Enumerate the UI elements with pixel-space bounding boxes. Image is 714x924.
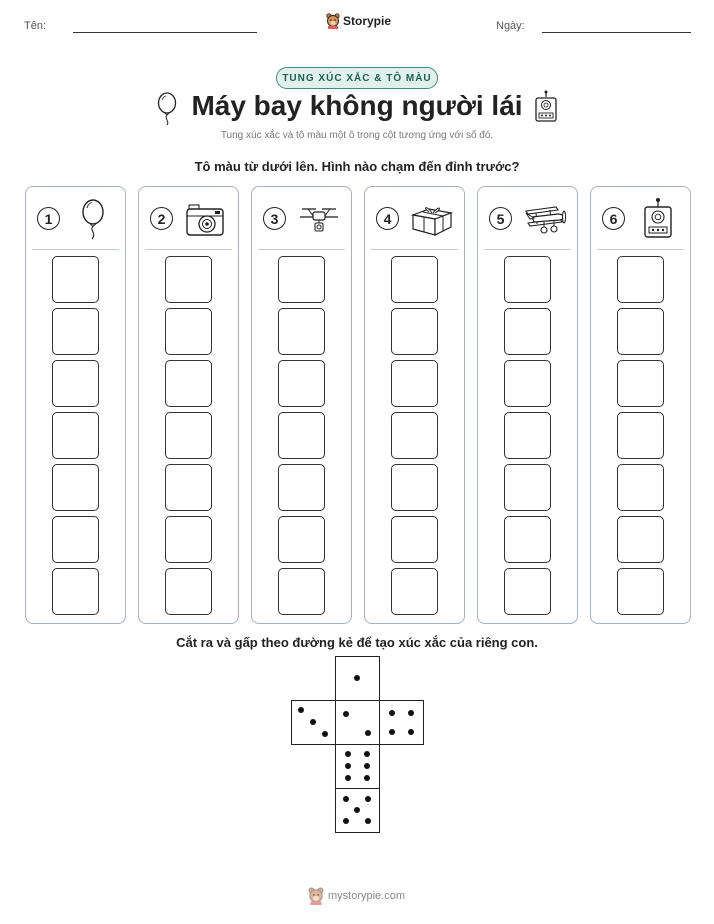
storypie-logo <box>326 13 391 29</box>
dice-pip <box>389 710 395 716</box>
dice-face-3 <box>291 700 336 745</box>
dice-pip <box>408 710 414 716</box>
color-box[interactable] <box>52 308 99 355</box>
dice-pip <box>345 751 351 757</box>
color-box[interactable] <box>278 256 325 303</box>
color-box[interactable] <box>617 412 664 459</box>
dice-face-5 <box>335 788 380 833</box>
page-title: Máy bay không người lái <box>191 90 523 121</box>
dice-face-2 <box>335 700 380 745</box>
color-box[interactable] <box>504 412 551 459</box>
color-box[interactable] <box>165 256 212 303</box>
cut-instruction: Cắt ra và gấp theo đường kẻ để tạo xúc xắc của riêng con. <box>176 635 538 650</box>
color-box[interactable] <box>504 360 551 407</box>
column-1 <box>25 186 126 624</box>
color-box[interactable] <box>391 568 438 615</box>
gift-icon <box>409 197 455 241</box>
column-divider <box>145 249 232 250</box>
color-box[interactable] <box>391 308 438 355</box>
dice-columns <box>25 186 691 624</box>
color-box[interactable] <box>165 464 212 511</box>
column-header <box>139 187 238 249</box>
color-box[interactable] <box>52 568 99 615</box>
color-box[interactable] <box>504 568 551 615</box>
logo-text: Storypie <box>343 14 392 28</box>
title-row <box>0 90 714 126</box>
dice-pip <box>389 729 395 735</box>
dice-pip <box>345 763 351 769</box>
column-divider <box>484 249 571 250</box>
color-box[interactable] <box>391 464 438 511</box>
column-header <box>591 187 690 249</box>
dice-pip <box>354 807 360 813</box>
color-box[interactable] <box>391 412 438 459</box>
column-number: 4 <box>376 207 399 230</box>
activity-badge: TUNG XÚC XẮC & TÔ MÀU <box>276 67 438 89</box>
dice-pip <box>343 796 349 802</box>
color-box[interactable] <box>165 412 212 459</box>
color-box[interactable] <box>52 516 99 563</box>
drone-icon <box>296 197 342 241</box>
color-box[interactable] <box>165 568 212 615</box>
dice-pip <box>364 775 370 781</box>
column-divider <box>597 249 684 250</box>
dice-pip <box>343 711 349 717</box>
column-divider <box>32 249 119 250</box>
color-box[interactable] <box>165 516 212 563</box>
dice-face-4 <box>379 700 424 745</box>
color-box[interactable] <box>52 360 99 407</box>
robot-icon <box>635 197 681 241</box>
color-box[interactable] <box>278 308 325 355</box>
dice-pip <box>408 729 414 735</box>
dice-pip <box>345 775 351 781</box>
column-3 <box>251 186 352 624</box>
color-box[interactable] <box>278 360 325 407</box>
dice-pip <box>354 675 360 681</box>
dice-pip <box>364 751 370 757</box>
column-2 <box>138 186 239 624</box>
dice-face-6 <box>335 744 380 789</box>
color-box[interactable] <box>617 464 664 511</box>
column-divider <box>371 249 458 250</box>
dice-face-1 <box>335 656 380 701</box>
bear-icon <box>308 887 324 905</box>
robot-icon <box>533 90 559 124</box>
color-box[interactable] <box>278 412 325 459</box>
column-number: 6 <box>602 207 625 230</box>
date-line <box>542 32 691 33</box>
instruction: Tô màu từ dưới lên. Hình nào chạm đến đỉnh trước? <box>194 159 520 174</box>
name-line <box>73 32 257 33</box>
color-box[interactable] <box>617 360 664 407</box>
dice-pip <box>310 719 316 725</box>
column-number: 5 <box>489 207 512 230</box>
dice-pip <box>364 763 370 769</box>
color-box[interactable] <box>391 360 438 407</box>
column-header <box>478 187 577 249</box>
column-6 <box>590 186 691 624</box>
column-4 <box>364 186 465 624</box>
color-box[interactable] <box>504 256 551 303</box>
camera-icon <box>183 197 229 241</box>
color-box[interactable] <box>52 256 99 303</box>
column-number: 1 <box>37 207 60 230</box>
color-box[interactable] <box>391 516 438 563</box>
color-box[interactable] <box>504 516 551 563</box>
color-box[interactable] <box>165 308 212 355</box>
color-box[interactable] <box>278 516 325 563</box>
color-box[interactable] <box>504 464 551 511</box>
footer-url[interactable]: mystorypie.com <box>328 890 406 902</box>
date-label: Ngày: <box>496 20 525 32</box>
column-5 <box>477 186 578 624</box>
dice-pip <box>343 818 349 824</box>
color-box[interactable] <box>617 308 664 355</box>
color-box[interactable] <box>278 568 325 615</box>
color-box[interactable] <box>617 256 664 303</box>
column-header <box>26 187 125 249</box>
color-box[interactable] <box>504 308 551 355</box>
column-header <box>252 187 351 249</box>
dice-pip <box>298 707 304 713</box>
column-number: 2 <box>150 207 173 230</box>
dice-pip <box>365 818 371 824</box>
footer <box>308 887 405 905</box>
column-divider <box>258 249 345 250</box>
color-box[interactable] <box>391 256 438 303</box>
color-box[interactable] <box>617 516 664 563</box>
color-box[interactable] <box>278 464 325 511</box>
color-box[interactable] <box>165 360 212 407</box>
name-label: Tên: <box>24 20 47 32</box>
column-number: 3 <box>263 207 286 230</box>
dice-pip <box>365 730 371 736</box>
subtitle: Tung xúc xắc và tô màu một ô trong cột tương ứng với số đó. <box>220 130 494 141</box>
color-box[interactable] <box>617 568 664 615</box>
bear-icon <box>326 13 340 29</box>
balloon-icon <box>70 197 116 241</box>
color-box[interactable] <box>52 464 99 511</box>
column-header <box>365 187 464 249</box>
biplane-icon <box>522 197 568 241</box>
dice-pip <box>322 731 328 737</box>
dice-pip <box>365 796 371 802</box>
color-box[interactable] <box>52 412 99 459</box>
